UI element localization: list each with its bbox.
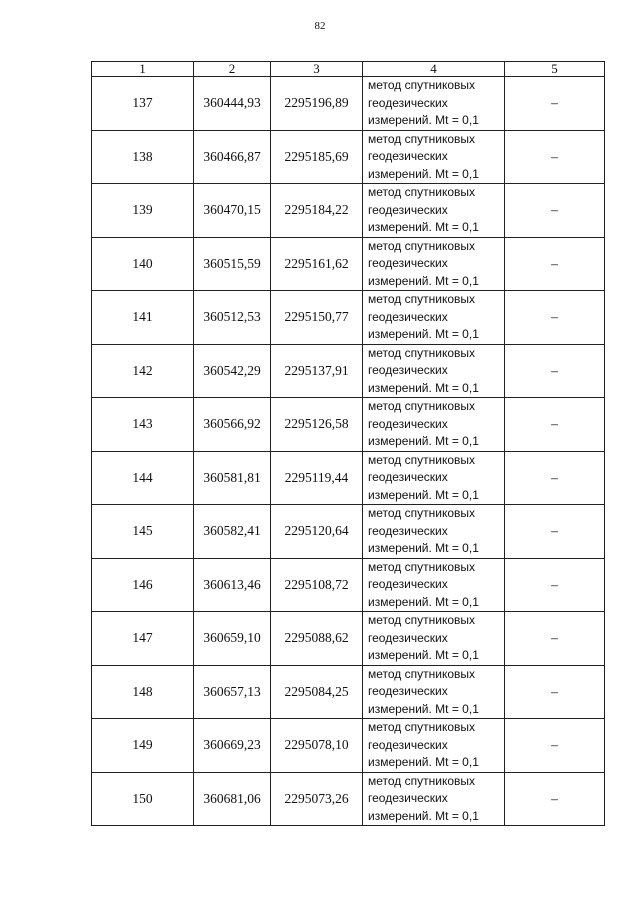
- point-number-cell: 145: [92, 505, 194, 559]
- method-line: геодезических: [368, 470, 448, 484]
- method-line: метод спутниковых: [368, 559, 476, 574]
- y-coordinate-cell: 2295150,77: [271, 291, 363, 345]
- point-number-cell: 139: [92, 184, 194, 238]
- y-coordinate-cell: 2295185,69: [271, 130, 363, 184]
- x-coordinate-cell: 360512,53: [194, 291, 271, 345]
- note-cell: –: [505, 558, 605, 612]
- method-line: геодезических: [368, 737, 448, 752]
- note-cell: –: [505, 237, 605, 291]
- method-cell: [363, 558, 505, 612]
- table-row: [92, 558, 605, 612]
- note-cell: –: [505, 77, 605, 131]
- method-line: измерений. Mt = 0,1: [368, 434, 479, 448]
- method-cell: [363, 398, 505, 452]
- table-row: [92, 344, 605, 398]
- method-line: геодезических: [368, 416, 448, 431]
- method-cell: [363, 505, 505, 559]
- note-cell: –: [505, 505, 605, 559]
- note-cell: –: [505, 398, 605, 452]
- note-cell: –: [505, 344, 605, 398]
- method-line: метод спутниковых: [368, 399, 476, 413]
- y-coordinate-cell: 2295126,58: [271, 398, 363, 452]
- column-header-4: 4: [363, 62, 505, 77]
- note-cell: –: [505, 772, 605, 826]
- method-line: метод спутниковых: [368, 185, 476, 199]
- y-coordinate-cell: 2295078,10: [271, 719, 363, 773]
- method-cell: [363, 612, 505, 666]
- point-number-cell: 148: [92, 665, 194, 719]
- method-line: метод спутниковых: [368, 292, 476, 306]
- method-line: измерений. Mt = 0,1: [368, 541, 479, 555]
- method-line: измерений. Mt = 0,1: [368, 380, 479, 395]
- y-coordinate-cell: 2295073,26: [271, 772, 363, 826]
- method-line: метод спутниковых: [368, 345, 476, 360]
- table-row: [92, 665, 605, 719]
- method-cell: [363, 77, 505, 131]
- table-body: [92, 77, 605, 826]
- method-line: метод спутниковых: [368, 613, 476, 627]
- table-row: [92, 398, 605, 452]
- method-line: измерений. Mt = 0,1: [368, 808, 479, 823]
- method-line: измерений. Mt = 0,1: [368, 648, 479, 662]
- method-line: измерений. Mt = 0,1: [368, 701, 479, 716]
- method-line: геодезических: [368, 523, 448, 538]
- method-line: измерений. Mt = 0,1: [368, 220, 479, 234]
- x-coordinate-cell: 360581,81: [194, 451, 271, 505]
- note-cell: –: [505, 665, 605, 719]
- point-number-cell: 142: [92, 344, 194, 398]
- method-cell: [363, 184, 505, 238]
- table-row: [92, 291, 605, 345]
- point-number-cell: 150: [92, 772, 194, 826]
- table-row: [92, 451, 605, 505]
- point-number-cell: 143: [92, 398, 194, 452]
- method-line: измерений. Mt = 0,1: [368, 327, 479, 341]
- method-line: геодезических: [368, 202, 448, 217]
- method-line: измерений. Mt = 0,1: [368, 487, 479, 502]
- header-row: [92, 62, 605, 77]
- y-coordinate-cell: 2295119,44: [271, 451, 363, 505]
- column-header-3: 3: [271, 62, 363, 77]
- column-header-2: 2: [194, 62, 271, 77]
- method-line: метод спутниковых: [368, 131, 476, 146]
- x-coordinate-cell: 360444,93: [194, 77, 271, 131]
- method-line: геодезических: [368, 630, 448, 645]
- method-line: геодезических: [368, 577, 448, 591]
- table-row: [92, 184, 605, 238]
- x-coordinate-cell: 360566,92: [194, 398, 271, 452]
- method-line: метод спутниковых: [368, 506, 476, 520]
- table-row: [92, 719, 605, 773]
- method-line: метод спутниковых: [368, 720, 476, 734]
- table-header: [92, 62, 605, 77]
- column-header-1: 1: [92, 62, 194, 77]
- method-line: геодезических: [368, 149, 448, 163]
- note-cell: –: [505, 130, 605, 184]
- method-line: геодезических: [368, 684, 448, 698]
- x-coordinate-cell: 360681,06: [194, 772, 271, 826]
- y-coordinate-cell: 2295184,22: [271, 184, 363, 238]
- note-cell: –: [505, 291, 605, 345]
- point-number-cell: 144: [92, 451, 194, 505]
- point-number-cell: 141: [92, 291, 194, 345]
- x-coordinate-cell: 360466,87: [194, 130, 271, 184]
- table-row: [92, 612, 605, 666]
- x-coordinate-cell: 360582,41: [194, 505, 271, 559]
- x-coordinate-cell: 360657,13: [194, 665, 271, 719]
- y-coordinate-cell: 2295120,64: [271, 505, 363, 559]
- method-line: измерений. Mt = 0,1: [368, 166, 479, 181]
- x-coordinate-cell: 360542,29: [194, 344, 271, 398]
- table-row: [92, 237, 605, 291]
- method-line: измерений. Mt = 0,1: [368, 594, 479, 609]
- point-number-cell: 140: [92, 237, 194, 291]
- table-row: [92, 130, 605, 184]
- method-cell: [363, 130, 505, 184]
- method-cell: [363, 344, 505, 398]
- page-number: 82: [314, 20, 326, 32]
- column-header-5: 5: [505, 62, 605, 77]
- y-coordinate-cell: 2295161,62: [271, 237, 363, 291]
- method-cell: [363, 719, 505, 773]
- method-line: геодезических: [368, 256, 448, 270]
- method-cell: [363, 291, 505, 345]
- method-line: метод спутниковых: [368, 78, 476, 92]
- point-number-cell: 138: [92, 130, 194, 184]
- y-coordinate-cell: 2295137,91: [271, 344, 363, 398]
- method-line: геодезических: [368, 95, 448, 110]
- method-cell: [363, 237, 505, 291]
- point-number-cell: 149: [92, 719, 194, 773]
- table-row: [92, 77, 605, 131]
- y-coordinate-cell: 2295088,62: [271, 612, 363, 666]
- note-cell: –: [505, 451, 605, 505]
- table-row: [92, 772, 605, 826]
- x-coordinate-cell: 360669,23: [194, 719, 271, 773]
- y-coordinate-cell: 2295084,25: [271, 665, 363, 719]
- note-cell: –: [505, 184, 605, 238]
- point-number-cell: 147: [92, 612, 194, 666]
- x-coordinate-cell: 360613,46: [194, 558, 271, 612]
- table-row: [92, 505, 605, 559]
- method-line: геодезических: [368, 309, 448, 324]
- x-coordinate-cell: 360470,15: [194, 184, 271, 238]
- x-coordinate-cell: 360659,10: [194, 612, 271, 666]
- point-number-cell: 146: [92, 558, 194, 612]
- method-line: метод спутниковых: [368, 773, 476, 788]
- x-coordinate-cell: 360515,59: [194, 237, 271, 291]
- y-coordinate-cell: 2295196,89: [271, 77, 363, 131]
- method-line: измерений. Mt = 0,1: [368, 273, 479, 288]
- method-line: геодезических: [368, 791, 448, 805]
- method-line: метод спутниковых: [368, 238, 476, 253]
- method-cell: [363, 772, 505, 826]
- method-line: метод спутниковых: [368, 452, 476, 467]
- method-line: геодезических: [368, 363, 448, 377]
- method-cell: [363, 665, 505, 719]
- note-cell: –: [505, 612, 605, 666]
- point-number-cell: 137: [92, 77, 194, 131]
- coordinates-table: [91, 61, 605, 826]
- method-line: метод спутниковых: [368, 666, 476, 681]
- note-cell: –: [505, 719, 605, 773]
- method-line: измерений. Mt = 0,1: [368, 755, 479, 769]
- method-line: измерений. Mt = 0,1: [368, 113, 479, 127]
- y-coordinate-cell: 2295108,72: [271, 558, 363, 612]
- method-cell: [363, 451, 505, 505]
